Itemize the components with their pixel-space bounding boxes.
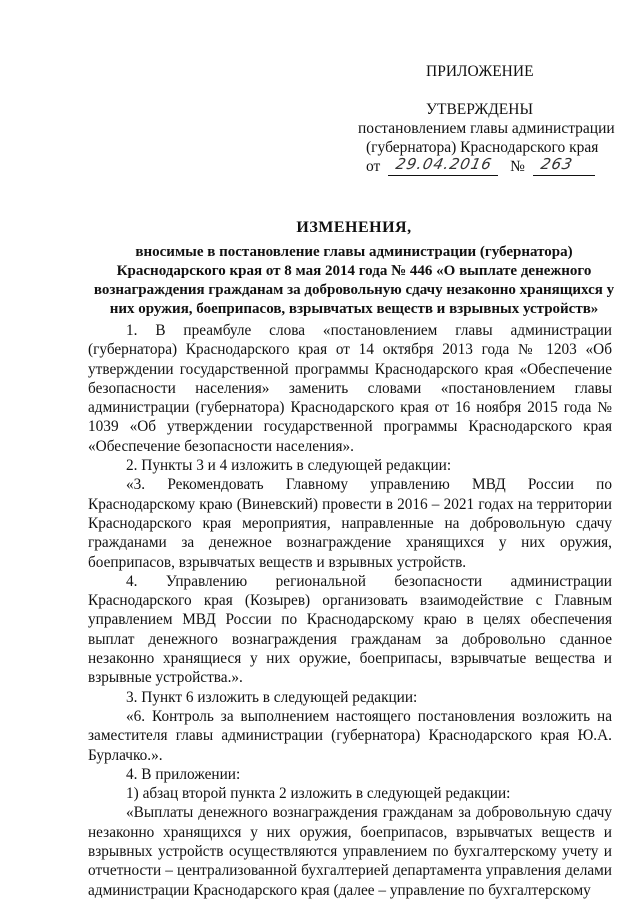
body-paragraph: 4. В приложении: bbox=[126, 765, 241, 783]
appendix-label: ПРИЛОЖЕНИЕ bbox=[426, 63, 534, 80]
date-prefix: от bbox=[366, 158, 381, 175]
heading-subtitle: вносимые в постановление главы администрации (губернатора) Краснодарского края от 8 мая 2014 года № 446 «О выплате денежного вознаграждения гражданам за добровольную сдачу незаконно хранящихся у них оружия, боеприпасов, взрывчатых веществ и взрывных устройств» bbox=[93, 244, 615, 317]
document-body bbox=[88, 321, 612, 900]
number-field bbox=[533, 157, 595, 176]
body-paragraph: «3. Рекомендовать Главному управлению МВД России по Краснодарскому краю (Виневский) провести в 2016 – 2021 годах на территории Краснодарского края мероприятия, направленные на добровольную сдачу гражданами за денежное вознаграждение хранящихся у них оружия, боеприпасов, взрывчатых веществ и взрывных устройств. bbox=[88, 476, 612, 571]
body-paragraph: 4. Управлению региональной безопасности администрации Краснодарского края (Козырев) организовать взаимодействие с Главным управлением МВД России по Краснодарскому краю в целях обеспечения выплат денежного вознаграждения гражданам за добровольно сданное незаконно хранящиеся у них оружие, боеприпасы, взрывчатые вещества и взрывные устройства.». bbox=[88, 572, 612, 687]
decree-line-1: постановлением главы администрации bbox=[358, 120, 615, 137]
approved-label: УТВЕРЖДЕНЫ bbox=[426, 101, 533, 118]
decree-line-2: (губернатора) Краснодарского края bbox=[366, 139, 599, 156]
body-paragraph: «6. Контроль за выполнением настоящего постановления возложить на заместителя главы администрации (губернатора) Краснодарского края Ю.А. Бурлачко.». bbox=[88, 707, 612, 764]
date-number-line bbox=[366, 157, 595, 176]
date-field bbox=[388, 157, 498, 176]
handwritten-date: 29.04.2016 bbox=[394, 155, 495, 173]
number-prefix: № bbox=[510, 158, 525, 175]
body-paragraph: 3. Пункт 6 изложить в следующей редакции: bbox=[126, 688, 418, 706]
body-paragraph: 1) абзац второй пункта 2 изложить в следующей редакции: bbox=[126, 785, 511, 803]
body-paragraph: 2. Пункты 3 и 4 изложить в следующей редакции: bbox=[126, 457, 452, 475]
heading-title: ИЗМЕНЕНИЯ, bbox=[296, 219, 412, 236]
body-paragraph: 1. В преамбуле слова «постановлением главы администрации (губернатора) Краснодарского края от 14 октября 2013 года № 1203 «Об утверждении государственной программы Краснодарского края «Обеспечение безопасности населения» заменить словами «постановлением главы администрации (губернатора) Краснодарского края от 16 ноября 2015 года № 1039 «Об утверждении государственной программы Краснодарского края «Обеспечение безопасности населения». bbox=[88, 322, 612, 455]
document-heading bbox=[88, 218, 620, 319]
handwritten-number: 263 bbox=[538, 155, 575, 173]
body-paragraph: «Выплаты денежного вознаграждения гражданам за добровольную сдачу незаконно хранящихся у них оружия, боеприпасов, взрывчатых веществ и взрывных устройств осуществляются управлением по бухгалтерскому учету и отчетности – централизованной бухгалтерией департамента управления делами администрации Краснодарского края (далее – управление по бухгалтерскому bbox=[88, 804, 612, 899]
